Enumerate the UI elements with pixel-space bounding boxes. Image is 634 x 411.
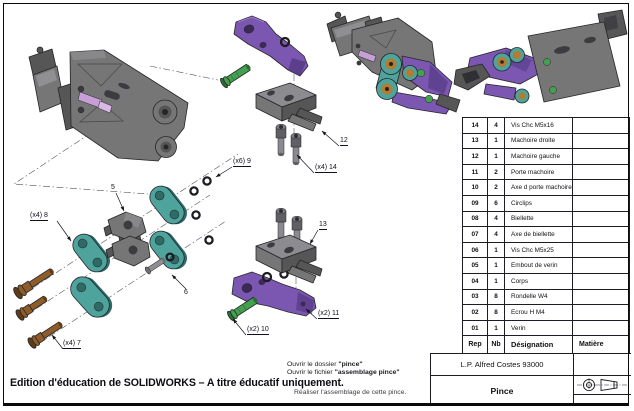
bom-cell-rep: 13 [463, 134, 488, 150]
porte-machoire-top-part [256, 83, 322, 131]
title-block [430, 353, 631, 406]
axe-porte-machoire-pin-top [219, 62, 253, 89]
bom-cell-rep: 10 [463, 180, 488, 196]
bom-cell-nb: 4 [488, 212, 505, 228]
bom-cell-nb: 1 [488, 134, 505, 150]
callout-11: (x2) 11 [318, 310, 340, 317]
bom-cell-rep: 12 [463, 149, 488, 165]
bom-cell-rep: 06 [463, 243, 488, 259]
bom-cell-rep: 08 [463, 212, 488, 228]
vis-chc-m5x16-screw [276, 208, 286, 240]
instruction-bold-text: "assemblage pince" [334, 368, 400, 376]
instruction-line-1 [287, 361, 363, 368]
vis-chc-m5x16-screw [276, 124, 286, 156]
bom-cell-nb: 8 [488, 290, 505, 306]
bom-cell-designation: Corps [505, 274, 573, 290]
bom-cell-matiere [573, 149, 629, 165]
instruction-line-3: Réaliser l'assemblage de cette pince. [294, 389, 407, 396]
bom-header-nb: Nb [488, 336, 505, 353]
bom-cell-nb: 8 [488, 305, 505, 321]
bom-cell-rep: 05 [463, 258, 488, 274]
bom-cell-nb: 4 [488, 118, 505, 134]
bom-cell-designation: Biellette [505, 212, 573, 228]
bom-cell-matiere [573, 180, 629, 196]
biellette-link [145, 180, 191, 229]
callout-8: (x4) 8 [30, 212, 48, 219]
bom-cell-designation: Machoire droite [505, 134, 573, 150]
vis-chc-m5x16-screw [291, 133, 301, 165]
instruction-text: Ouvrir le fichier [287, 368, 335, 376]
callout-6: 6 [184, 289, 188, 296]
bom-table [462, 117, 630, 354]
bom-cell-designation: Rondelle W4 [505, 290, 573, 306]
callout-5: 5 [111, 184, 115, 191]
bom-cell-designation: Embout de verin [505, 258, 573, 274]
bom-cell-rep: 09 [463, 196, 488, 212]
projection-symbol-icon [574, 376, 631, 395]
bom-cell-nb: 1 [488, 149, 505, 165]
title-block-empty-cell [574, 354, 631, 375]
bom-cell-matiere [573, 305, 629, 321]
bom-cell-designation: Machoire gauche [505, 149, 573, 165]
bom-cell-matiere [573, 290, 629, 306]
bom-cell-nb: 4 [488, 227, 505, 243]
bom-cell-nb: 1 [488, 258, 505, 274]
bom-cell-nb: 2 [488, 165, 505, 181]
bom-cell-matiere [573, 227, 629, 243]
bom-cell-matiere [573, 274, 629, 290]
callout-12: 12 [340, 137, 348, 144]
instruction-bold-text: "pince" [338, 361, 363, 368]
bom-cell-rep: 02 [463, 305, 488, 321]
title-block-empty-cell [574, 395, 631, 406]
axe-de-biellette-pin [12, 265, 57, 300]
axe-de-biellette-pin [26, 319, 65, 350]
bom-cell-nb: 1 [488, 321, 505, 337]
bom-cell-matiere [573, 165, 629, 181]
bom-cell-nb: 1 [488, 243, 505, 259]
bom-header-designation: Désignation [505, 336, 573, 353]
bom-cell-matiere [573, 321, 629, 337]
organization-name: L.P. Alfred Costes 93000 [431, 354, 574, 375]
assembled-pince-view-2 [454, 10, 627, 103]
bom-cell-rep: 11 [463, 165, 488, 181]
bom-cell-rep: 14 [463, 118, 488, 134]
instruction-line-2 [287, 369, 400, 376]
callout-10: (x2) 10 [247, 326, 269, 333]
bom-header-matiere: Matière [579, 341, 604, 349]
bom-cell-rep: 03 [463, 290, 488, 306]
bom-header-rep: Rep [463, 336, 488, 353]
bom-cell-matiere [573, 134, 629, 150]
corps-part [70, 50, 188, 161]
bom-cell-designation: Vis Chc M5x16 [505, 118, 573, 134]
bom-cell-designation: Circlips [505, 196, 573, 212]
bom-cell-matiere [573, 258, 629, 274]
callout-14: (x4) 14 [315, 164, 337, 171]
bom-cell-matiere [573, 212, 629, 228]
bom-cell-matiere [573, 118, 629, 134]
drawing-title: Pince [431, 376, 574, 406]
bom-cell-designation: Axe d porte machoire [505, 180, 573, 196]
bom-cell-nb: 6 [488, 196, 505, 212]
bom-cell-rep: 07 [463, 227, 488, 243]
bom-cell-designation: Verin [505, 321, 573, 337]
bom-cell-rep: 04 [463, 274, 488, 290]
callout-13: 13 [319, 221, 327, 228]
callout-7: (x4) 7 [63, 340, 81, 347]
instruction-text: Ouvrir le dossier [287, 361, 339, 368]
callout-9: (x6) 9 [233, 158, 251, 165]
porte-machoire-bottom-part [256, 235, 322, 283]
bom-cell-rep: 01 [463, 321, 488, 337]
bom-cell-designation: Vis Chc M5x25 [505, 243, 573, 259]
edition-notice-text: Edition d'éducation de SOLIDWORKS – A titre éducatif uniquement. [10, 377, 344, 389]
bom-cell-nb: 2 [488, 180, 505, 196]
bom-cell-nb: 1 [488, 274, 505, 290]
assembled-pince-view-1 [327, 12, 460, 114]
bom-cell-designation: Axe de biellette [505, 227, 573, 243]
bom-cell-designation: Porte machoire [505, 165, 573, 181]
bom-cell-matiere [573, 243, 629, 259]
bom-cell-designation: Ecrou H M4 [505, 305, 573, 321]
bom-cell-matiere [573, 196, 629, 212]
